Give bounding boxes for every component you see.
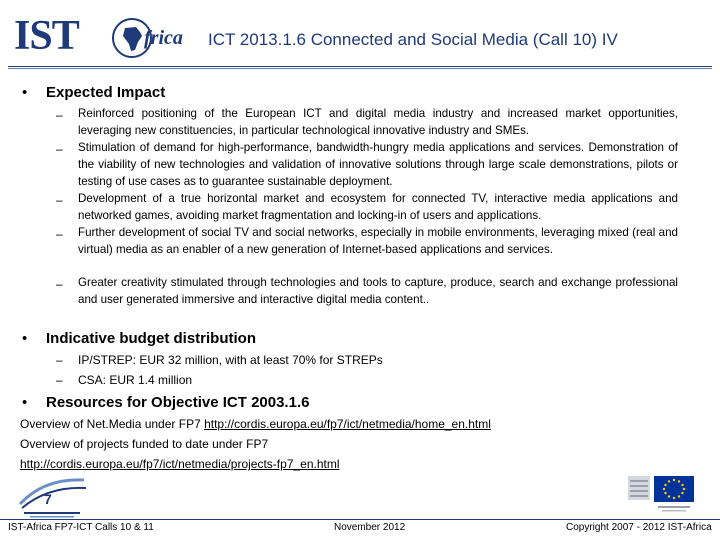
dash: – — [56, 142, 63, 156]
resources-line-2: Overview of projects funded to date under FP7 — [20, 437, 269, 451]
impact-item: Development of a true horizontal market and ecosystem for connected TV, interactive media applications and networked games, avoiding market fragmentation and locking-in of users and applications. — [78, 192, 678, 222]
impact-item: Further development of social TV and social networks, especially in mobile environments, leveraging mixed (real and virtual) media as an enabler of a new generation of Internet-based applications and services. — [78, 226, 678, 256]
logo-ist-text: IST — [14, 13, 79, 59]
dash: – — [56, 227, 63, 241]
dash: – — [56, 277, 63, 291]
budget-item: IP/STREP: EUR 32 million, with at least 70% for STREPs — [78, 353, 383, 367]
bullet: • — [22, 394, 28, 411]
svg-text:7: 7 — [44, 491, 52, 507]
header-divider-thin — [8, 68, 712, 69]
resources-line-1 — [20, 414, 491, 434]
footer-divider — [0, 519, 720, 520]
expected-impact-heading: Expected Impact — [46, 84, 166, 101]
bullet: • — [22, 330, 28, 347]
impact-item: Greater creativity stimulated through technologies and tools to capture, produce, search and exchange professional and user generated immersive and interactive digital media content.. — [78, 276, 678, 306]
resources-line-3 — [20, 454, 340, 474]
resources-heading: Resources for Objective ICT 2003.1.6 — [46, 394, 310, 411]
slide-footer — [0, 519, 720, 540]
footer-left-text: IST-Africa FP7-ICT Calls 10 & 11 — [8, 522, 154, 533]
impact-item: Stimulation of demand for high-performance, bandwidth-hungry media applications and services. Demonstration of the viability of new technologies and validation of innovative solutions through large scale demonstrations, pilots or testing of use cases as to guarantee sustainable deployment. — [78, 141, 678, 188]
bullet: • — [22, 84, 28, 101]
budget-heading: Indicative budget distribution — [46, 330, 256, 347]
dash: – — [56, 373, 63, 387]
resources-line-1-text: Overview of Net.Media under FP7 — [20, 417, 205, 431]
footer-date: November 2012 — [334, 522, 406, 533]
logo-africa-text: frica — [144, 27, 183, 49]
dash: – — [56, 108, 63, 122]
slide-header — [0, 0, 720, 70]
dash: – — [56, 193, 63, 207]
netmedia-home-link[interactable]: http://cordis.europa.eu/fp7/ict/netmedia/home_en.html — [204, 417, 491, 431]
eu-flag-icon — [626, 466, 706, 516]
header-divider — [8, 66, 712, 67]
dash: – — [56, 353, 63, 367]
impact-item: Reinforced positioning of the European ICT and digital media industry and increased market opportunities, leveraging new constituencies, in particular technological innovative industry and SMEs. — [78, 107, 678, 137]
budget-item: CSA: EUR 1.4 million — [78, 373, 193, 387]
page-title: ICT 2013.1.6 Connected and Social Media (Call 10) IV — [208, 30, 618, 49]
ist-africa-logo — [12, 12, 184, 60]
footer-copyright: Copyright 2007 - 2012 IST-Africa — [566, 522, 712, 533]
netmedia-projects-link[interactable]: http://cordis.europa.eu/fp7/ict/netmedia/projects-fp7_en.html — [20, 457, 340, 471]
fp7-logo-icon — [14, 474, 90, 520]
